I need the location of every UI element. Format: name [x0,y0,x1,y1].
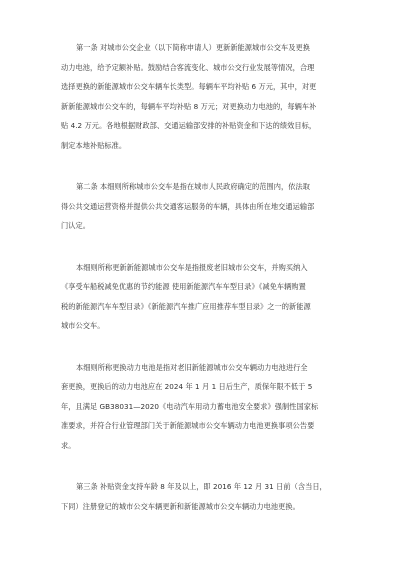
text-line: 选择更换的新能源城市公交车辆车长类型。每辆车平均补贴 6 万元，其中，对更 [61,82,317,91]
text-line: 税的新能源汽车车型目录》《新能源汽车推广应用推荐车型目录》之一的新能源 [61,302,311,311]
text-line: 本细则所称更换动力电池是指对老旧新能源城市公交车辆动力电池进行全 [76,363,308,372]
text-line: 新新能源城市公交车的，每辆车平均补贴 8 万元；对更换动力电池的，每辆车补 [61,102,317,111]
text-line: 年，且满足 GB38031—2020《电动汽车用动力蓄电池安全要求》强制性国家标 [61,402,319,411]
text-line: 城市公交车。 [61,321,105,330]
text-line: 第三条 补贴资金支持车龄 8 年及以上，即 2016 年 12 月 31 日前（含当日， [76,482,327,491]
text-line: 贴 4.2 万元。各地根据财政部、交通运输部安排的补贴资金和下达的绩效目标， [61,121,317,130]
text-line: 下同）注册登记的城市公交车辆更新和新能源城市公交车辆动力电池更换。 [61,502,300,511]
text-line: 《享受车船税减免优惠的节约能源 使用新能源汽车车型目录》《减免车辆购置 [61,282,306,291]
text-line: 求。 [61,441,76,450]
text-line: 本细则所称更新新能源城市公交车是指报废老旧城市公交车，并购买纳入 [76,263,308,272]
text-line: 动力电池，给予定额补贴。鼓励结合客流变化、城市公交行业发展等情况，合理 [61,63,315,72]
text-line: 第一条 对城市公交企业（以下简称申请人）更新新能源城市公交车及更换 [76,43,310,52]
text-line: 套更换，更换后的动力电池应在 2024 年 1 月 1 日后生产，质保年限不低于 5 [61,382,313,391]
text-line: 制定本地补贴标准。 [61,141,127,150]
text-line: 门认定。 [61,221,90,230]
text-line: 准要求，并符合行业管理部门关于新能源城市公交车辆动力电池更换事项公告要 [61,421,315,430]
text-line: 得公共交通运营资格并提供公共交通客运服务的车辆，具体由所在地交通运输部 [61,202,315,211]
text-line: 第二条 本细则所称城市公交车是指在城市人民政府确定的范围内，依法取 [76,182,310,191]
